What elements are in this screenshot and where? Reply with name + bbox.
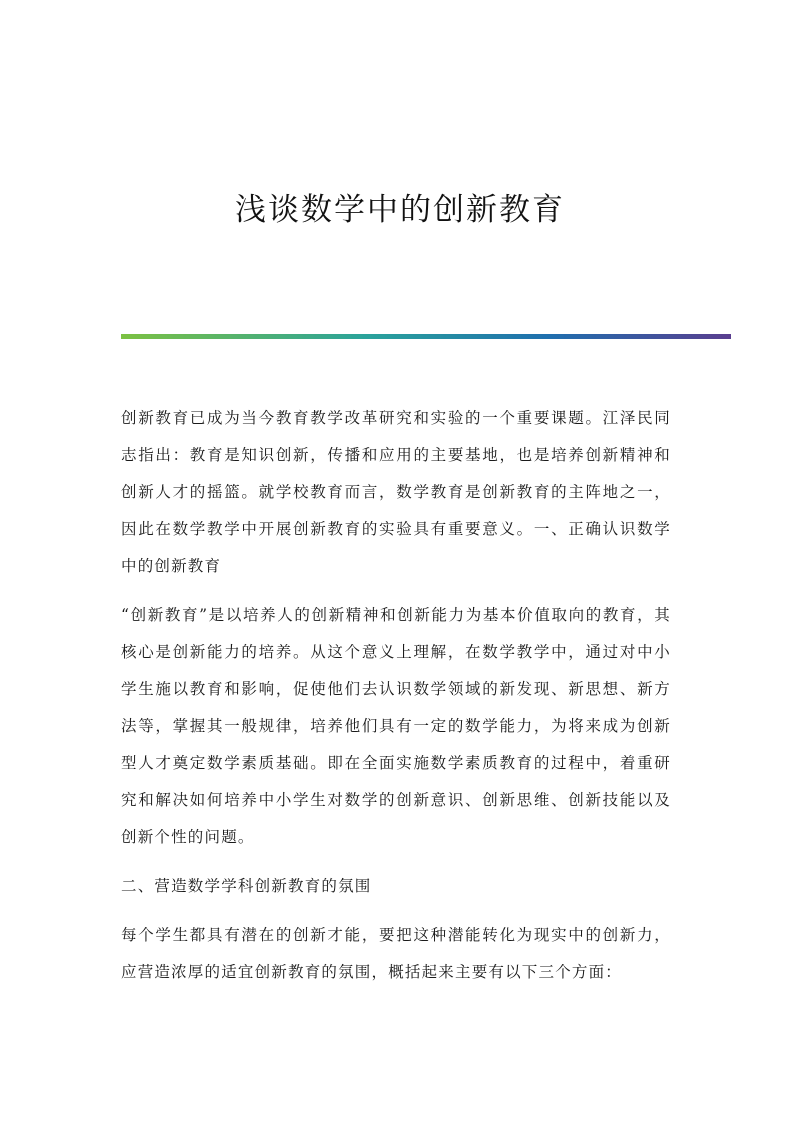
document-title: 浅谈数学中的创新教育 [235,192,565,228]
paragraph-intro: 创新教育已成为当今教育教学改革研究和实验的一个重要课题。江泽民同志指出：教育是知识创新，传播和应用的主要基地，也是培养创新精神和创新人才的摇篮。就学校教育而言，数学教育是创新教育的主阵地之一，因此在数学教学中开展创新教育的实验具有重要意义。一、正确认识数学中的创新教育 [121,409,671,575]
paragraph-definition: “创新教育”是以培养人的创新精神和创新能力为基本价值取向的教育，其核心是创新能力的培养。从这个意义上理解，在数学教学中，通过对中小学生施以教育和影响，促使他们去认识数学领域的新发现、新思想、新方法等，掌握其一般规律，培养他们具有一定的数学能力，为将来成为创新型人才奠定数学素质基础。即在全面实施数学素质教育的过程中，着重研究和解决如何培养中小学生对数学的创新意识、创新思维、创新技能以及创新个性的问题。 [121,606,671,846]
section-heading: 二、营造数学学科创新教育的氛围 [121,877,372,895]
title-divider [121,334,731,339]
paragraph-atmosphere: 每个学生都具有潜在的创新才能，要把这种潜能转化为现实中的创新力，应营造浓厚的适宜创新教育的氛围，概括起来主要有以下三个方面： [121,926,671,981]
document-body [121,400,671,1003]
